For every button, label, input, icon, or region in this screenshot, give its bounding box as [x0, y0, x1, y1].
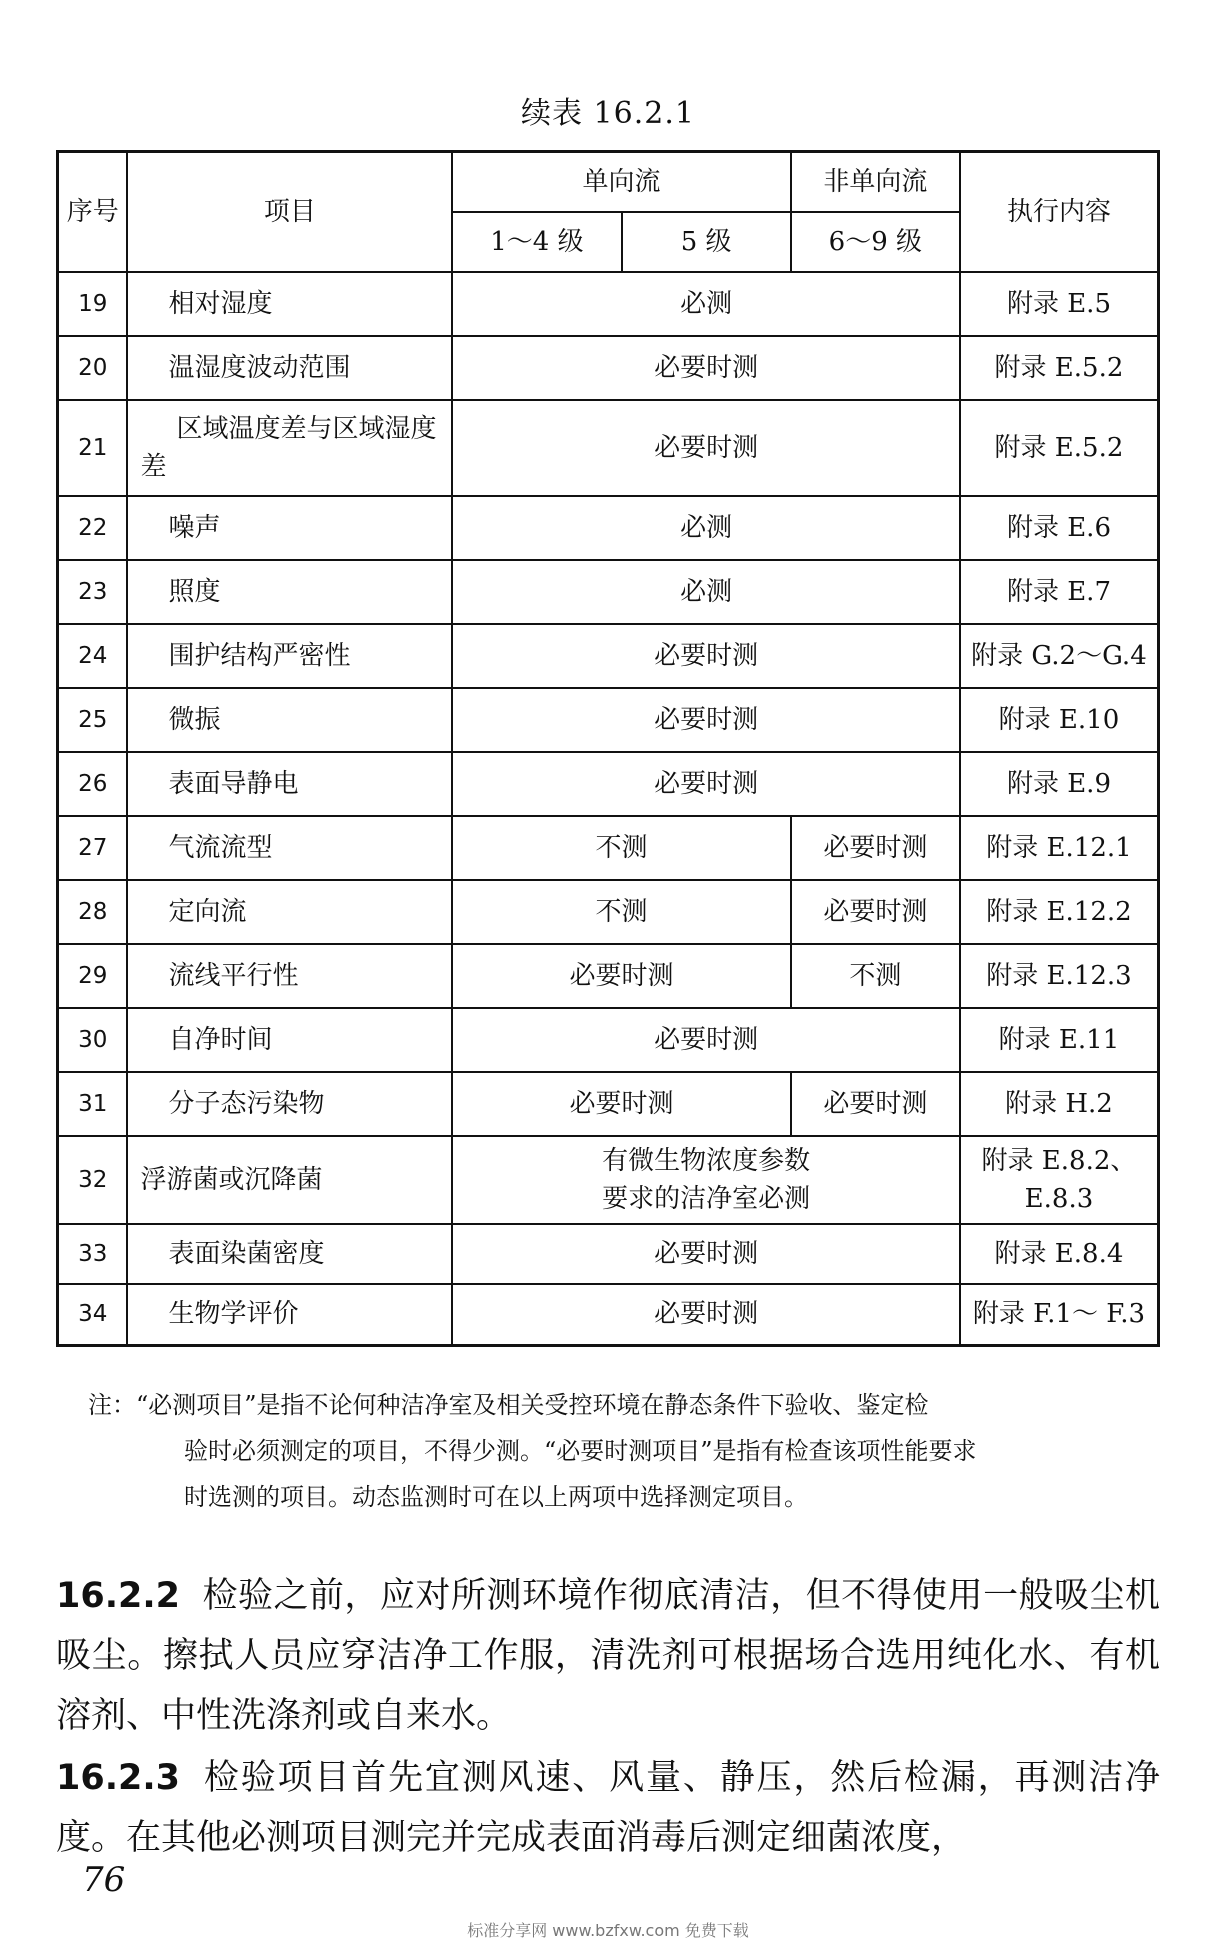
row-unidirectional: 不测 — [452, 880, 790, 944]
row-unidirectional: 必要时测 — [452, 944, 790, 1008]
row-requirement: 必要时测 — [452, 1284, 960, 1346]
note-line: 注：“必测项目”是指不论何种洁净室及相关受控环境在静态条件下验收、鉴定检 — [88, 1391, 929, 1419]
row-item: 表面导静电 — [127, 752, 452, 816]
table-row — [58, 272, 1159, 336]
row-unidirectional: 必要时测 — [452, 1072, 790, 1136]
table-row — [58, 688, 1159, 752]
row-ref: 附录 E.6 — [960, 496, 1159, 560]
table-row — [58, 496, 1159, 560]
table-row — [58, 880, 1159, 944]
row-ref — [960, 1136, 1159, 1224]
row-ref: 附录 E.10 — [960, 688, 1159, 752]
row-ref: 附录 E.5 — [960, 272, 1159, 336]
row-item: 区域温度差与区域湿度差 — [127, 400, 452, 496]
table-row — [58, 624, 1159, 688]
table-row — [58, 944, 1159, 1008]
clause-16-2-2 — [56, 1566, 1160, 1746]
clause-text: 检验之前，应对所测环境作彻底清洁，但不得使用一般吸尘机吸尘。擦拭人员应穿洁净工作服，清洗剂可根据场合选用纯化水、有机溶剂、中性洗涤剂或自来水。 — [56, 1576, 1160, 1736]
page-number: 76 — [82, 1860, 126, 1900]
row-requirement: 必要时测 — [452, 336, 960, 400]
clause-16-2-3 — [56, 1748, 1160, 1868]
row-requirement: 必要时测 — [452, 400, 960, 496]
row-no: 33 — [58, 1224, 128, 1284]
clause-number: 16.2.2 — [56, 1576, 181, 1616]
row-no: 24 — [58, 624, 128, 688]
row-no: 30 — [58, 1008, 128, 1072]
row-ref: 附录 H.2 — [960, 1072, 1159, 1136]
requirement-line: 有微生物浓度参数 — [602, 1145, 811, 1176]
row-item: 浮游菌或沉降菌 — [127, 1136, 452, 1224]
clause-number: 16.2.3 — [56, 1758, 181, 1798]
table-row — [58, 1136, 1159, 1224]
table-row — [58, 336, 1159, 400]
row-item: 相对湿度 — [127, 272, 452, 336]
table-row — [58, 752, 1159, 816]
table-row — [58, 560, 1159, 624]
row-item: 生物学评价 — [127, 1284, 452, 1346]
row-ref: 附录 E.5.2 — [960, 336, 1159, 400]
note-line: 验时必须测定的项目，不得少测。“必要时测项目”是指有检查该项性能要求 — [184, 1437, 977, 1465]
header-grade-6-9: 6～9 级 — [791, 212, 960, 272]
row-item: 气流流型 — [127, 816, 452, 880]
row-item: 表面染菌密度 — [127, 1224, 452, 1284]
row-ref: 附录 E.7 — [960, 560, 1159, 624]
row-requirement: 必要时测 — [452, 624, 960, 688]
requirement-line: 要求的洁净室必测 — [602, 1183, 811, 1214]
row-item: 微振 — [127, 688, 452, 752]
table-row — [58, 1072, 1159, 1136]
row-ref: 附录 E.9 — [960, 752, 1159, 816]
row-non-unidirectional: 必要时测 — [791, 1072, 960, 1136]
row-item: 定向流 — [127, 880, 452, 944]
row-no: 34 — [58, 1284, 128, 1346]
row-ref: 附录 E.12.1 — [960, 816, 1159, 880]
header-item: 项目 — [127, 152, 452, 272]
row-no: 20 — [58, 336, 128, 400]
table-row — [58, 1008, 1159, 1072]
table-row — [58, 1224, 1159, 1284]
row-requirement: 必测 — [452, 496, 960, 560]
row-unidirectional: 不测 — [452, 816, 790, 880]
row-ref: 附录 G.2～G.4 — [960, 624, 1159, 688]
ref-line: 附录 E.8.2、 — [981, 1145, 1137, 1176]
row-item: 自净时间 — [127, 1008, 452, 1072]
row-non-unidirectional: 必要时测 — [791, 880, 960, 944]
header-grade-5: 5 级 — [622, 212, 791, 272]
row-requirement: 必测 — [452, 560, 960, 624]
row-item: 围护结构严密性 — [127, 624, 452, 688]
note-line: 时选测的项目。动态监测时可在以上两项中选择测定项目。 — [184, 1483, 808, 1511]
ref-line: E.8.3 — [1024, 1183, 1094, 1214]
clause-text: 检验项目首先宜测风速、风量、静压，然后检漏，再测洁净度。在其他必测项目测完并完成表面消毒后测定细菌浓度， — [56, 1758, 1160, 1858]
header-no: 序号 — [58, 152, 128, 272]
table-row — [58, 400, 1159, 496]
table-note — [88, 1382, 1168, 1520]
row-requirement: 必要时测 — [452, 1224, 960, 1284]
row-ref: 附录 E.8.4 — [960, 1224, 1159, 1284]
row-no: 27 — [58, 816, 128, 880]
row-no: 23 — [58, 560, 128, 624]
header-grade-1-4: 1～4 级 — [452, 212, 621, 272]
row-ref: 附录 E.12.3 — [960, 944, 1159, 1008]
row-ref: 附录 E.5.2 — [960, 400, 1159, 496]
row-ref: 附录 E.11 — [960, 1008, 1159, 1072]
row-ref: 附录 F.1～ F.3 — [960, 1284, 1159, 1346]
test-items-table — [56, 150, 1160, 1347]
row-no: 21 — [58, 400, 128, 496]
row-item: 分子态污染物 — [127, 1072, 452, 1136]
row-no: 29 — [58, 944, 128, 1008]
row-item: 照度 — [127, 560, 452, 624]
row-requirement: 必测 — [452, 272, 960, 336]
table-row — [58, 816, 1159, 880]
row-non-unidirectional: 不测 — [791, 944, 960, 1008]
header-non-unidirectional: 非单向流 — [791, 152, 960, 212]
row-requirement: 必要时测 — [452, 688, 960, 752]
watermark-text: 标准分享网 www.bzfxw.com 免费下载 — [467, 1921, 749, 1940]
row-requirement: 必要时测 — [452, 752, 960, 816]
row-item: 流线平行性 — [127, 944, 452, 1008]
header-unidirectional: 单向流 — [452, 152, 790, 212]
header-content: 执行内容 — [960, 152, 1159, 272]
row-item: 噪声 — [127, 496, 452, 560]
row-requirement — [452, 1136, 960, 1224]
table-title: 续表 16.2.1 — [521, 96, 695, 131]
row-no: 25 — [58, 688, 128, 752]
table-row — [58, 1284, 1159, 1346]
row-no: 28 — [58, 880, 128, 944]
row-ref: 附录 E.12.2 — [960, 880, 1159, 944]
row-item: 温湿度波动范围 — [127, 336, 452, 400]
row-no: 32 — [58, 1136, 128, 1224]
row-requirement: 必要时测 — [452, 1008, 960, 1072]
row-no: 31 — [58, 1072, 128, 1136]
row-non-unidirectional: 必要时测 — [791, 816, 960, 880]
row-no: 19 — [58, 272, 128, 336]
row-no: 22 — [58, 496, 128, 560]
row-no: 26 — [58, 752, 128, 816]
